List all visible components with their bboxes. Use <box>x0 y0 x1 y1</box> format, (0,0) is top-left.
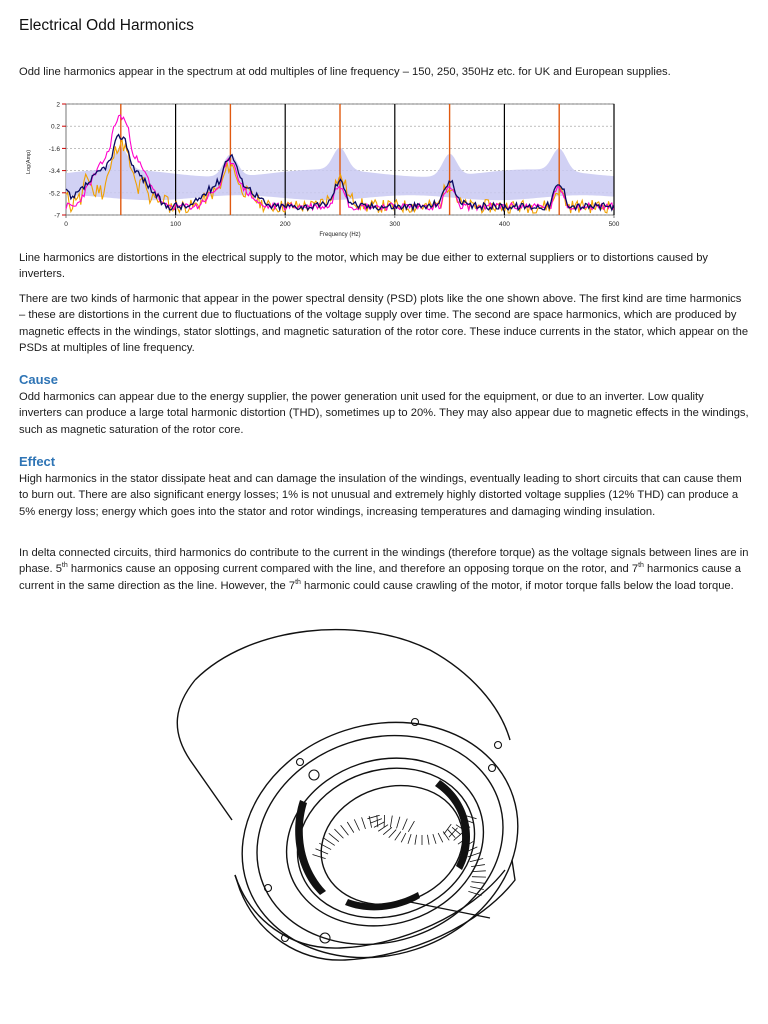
stator-tooth <box>471 882 485 884</box>
x-axis-label: Frequency (Hz) <box>319 232 361 238</box>
stator-tooth <box>444 824 451 834</box>
stator-tooth <box>329 833 339 841</box>
stator-tooth <box>438 833 443 842</box>
psd-chart <box>0 100 768 245</box>
y-tick-label: 0.2 <box>50 123 60 131</box>
x-tick-label: 200 <box>279 221 291 228</box>
y-tick-label: -3.4 <box>48 168 60 176</box>
stator-tooth <box>370 819 382 824</box>
stator-tooth <box>443 831 449 840</box>
x-tick-label: 500 <box>608 221 620 228</box>
y-tick-label: 2 <box>56 101 60 109</box>
stator-tooth <box>470 858 483 861</box>
stator-tooth <box>347 822 354 833</box>
y-axis-label: Log(Amp) <box>26 149 32 175</box>
motor-stator-illustration <box>0 614 768 1024</box>
stator-tooth <box>427 835 429 845</box>
stator-tooth <box>468 891 481 895</box>
stator-tooth <box>389 830 396 838</box>
stator-tooth <box>403 819 408 830</box>
stator-tooth <box>341 825 349 835</box>
effect-heading: Effect <box>19 454 56 469</box>
stator-tooth <box>383 827 392 834</box>
page-title: Electrical Odd Harmonics <box>19 17 194 34</box>
stator-tooth <box>397 817 400 829</box>
y-tick-label: -1.6 <box>48 145 60 153</box>
stator-tooth <box>433 834 436 844</box>
y-tick-label: -7 <box>54 212 60 220</box>
stator-tooth <box>472 871 486 872</box>
stator-tooth <box>334 829 343 838</box>
y-tick-label: -5.2 <box>48 190 60 198</box>
stator-tooth <box>471 865 485 867</box>
x-tick-label: 300 <box>389 221 401 228</box>
intro-paragraph: Odd line harmonics appear in the spectrum at odd multiples of line frequency – 150, 250, 350Hz etc. for UK and European supplies. <box>19 66 671 78</box>
cause-paragraph: Odd harmonics can appear due to the energy supplier, the power generation unit used for the equipment, or due to an inverter. Low quality inverters can produce a large total harmonic distortion (THD), sometimes up to 20%. They may also appear due to magnetic effects in the windings, such as magnetic saturation of the rotor core. <box>19 391 749 436</box>
stator-tooth <box>401 833 406 842</box>
x-tick-label: 0 <box>64 221 68 228</box>
delta-paragraph: In delta connected circuits, third harmonics do contribute to the current in the windings (therefore torque) as the voltage signals between lines are in phase. 5th harmonics cause an opposing current compared with the line, and therefore an opposing torque on the rotor, and 7th harmonics cause a current in the same direction as the line. However, the 7th harmonic could cause crawling of the motor, if motor torque falls below the load torque. <box>19 547 749 592</box>
stator-tooth <box>408 821 414 832</box>
stator-tooth <box>415 835 417 845</box>
line-harmonics-paragraph: Line harmonics are distortions in the electrical supply to the motor, which may be due either to external suppliers or to distortions caused by inverters. <box>19 252 709 281</box>
stator-tooth <box>312 854 325 858</box>
stator-tooth <box>408 834 411 844</box>
x-tick-label: 400 <box>498 221 510 228</box>
stator-tooth <box>395 831 401 840</box>
stator-tooth <box>362 817 366 829</box>
stator-tooth <box>354 819 359 830</box>
two-kinds-paragraph: There are two kinds of harmonic that appear in the power spectral density (PSD) plots like the one shown above. The first kind are time harmonics – these are distortions in the current due to fluctuations of the voltage supply over time. The second are space harmonics, which are produced by magnetic effects in the windings, stator slottings, and magnetic saturation of the rotor core. These induce currents in the stator, which appear on the PSDs at multiples of line frequency. <box>19 293 749 354</box>
stator-tooth <box>448 830 455 838</box>
stator-tooth <box>324 838 335 845</box>
effect-paragraph: High harmonics in the stator dissipate heat and can damage the insulation of the windings, eventually leading to short circuits that can cause them to burn out. There are also significant energy losses; 1% is not unusual and extremely highly distorted voltage supplies (12% THD) can produce a 5% energy loss; energy which goes into the stator and rotor windings, increasing temperatures and damaging winding insulation. <box>19 473 742 518</box>
x-tick-label: 100 <box>170 221 182 228</box>
stator-tooth <box>378 825 388 832</box>
stator-tooth <box>374 822 385 828</box>
cause-heading: Cause <box>19 372 59 387</box>
stator-tooth <box>390 816 392 828</box>
